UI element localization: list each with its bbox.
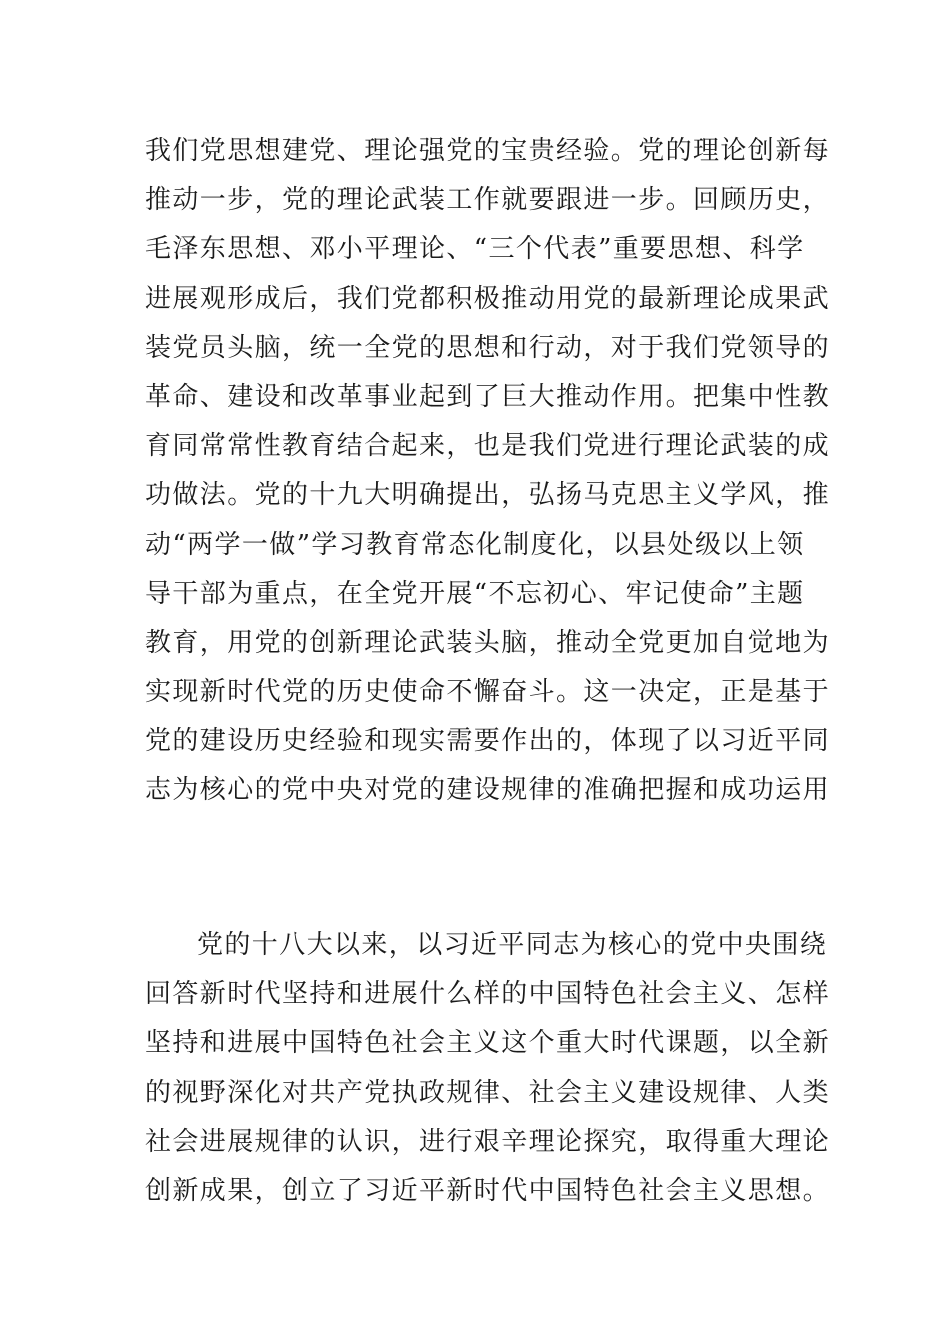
paragraph-1-line: 装党员头脑，统一全党的思想和行动，对于我们党领导的 bbox=[145, 332, 831, 363]
paragraph-2 bbox=[145, 921, 831, 1216]
paragraph-1-line: 实现新时代党的历史使命不懈奋斗。这一决定，正是基于 bbox=[145, 677, 831, 708]
paragraph-1-line: 毛泽东思想、邓小平理论、“三个代表”重要思想、科学 bbox=[145, 234, 805, 265]
paragraph-1-line: 革命、建设和改革事业起到了巨大推动作用。把集中性教 bbox=[145, 381, 831, 412]
paragraph-1 bbox=[145, 127, 831, 816]
paragraph-2-line: 的视野深化对共产党执政规律、社会主义建设规律、人类 bbox=[145, 1077, 831, 1108]
paragraph-1-line: 动“两学一做”学习教育常态化制度化，以县处级以上领 bbox=[145, 529, 805, 560]
paragraph-1-line: 功做法。党的十九大明确提出，弘扬马克思主义学风，推 bbox=[145, 480, 831, 511]
paragraph-2-line: 社会进展规律的认识，进行艰辛理论探究，取得重大理论 bbox=[145, 1126, 831, 1157]
paragraph-1-line: 推动一步，党的理论武装工作就要跟进一步。回顾历史， bbox=[145, 185, 831, 216]
paragraph-1-line: 党的建设历史经验和现实需要作出的，体现了以习近平同 bbox=[145, 726, 831, 757]
paragraph-2-line: 创新成果，创立了习近平新时代中国特色社会主义思想。 bbox=[145, 1175, 831, 1206]
paragraph-2-line: 回答新时代坚持和进展什么样的中国特色社会主义、怎样 bbox=[145, 979, 831, 1010]
paragraph-1-line: 志为核心的党中央对党的建设规律的准确把握和成功运用 bbox=[145, 775, 831, 806]
paragraph-1-line: 我们党思想建党、理论强党的宝贵经验。党的理论创新每 bbox=[145, 136, 831, 166]
paragraph-2-line: 坚持和进展中国特色社会主义这个重大时代课题，以全新 bbox=[145, 1028, 831, 1059]
paragraph-1-line: 教育，用党的创新理论武装头脑，推动全党更加自觉地为 bbox=[145, 627, 831, 658]
paragraph-2-first-line: 党的十八大以来，以习近平同志为核心的党中央围绕 bbox=[197, 930, 828, 960]
paragraph-1-line: 育同常常性教育结合起来，也是我们党进行理论武装的成 bbox=[145, 431, 831, 462]
paragraph-1-line: 进展观形成后，我们党都积极推动用党的最新理论成果武 bbox=[145, 283, 831, 314]
paragraph-1-line: 导干部为重点，在全党开展“不忘初心、牢记使命”主题 bbox=[145, 578, 805, 609]
